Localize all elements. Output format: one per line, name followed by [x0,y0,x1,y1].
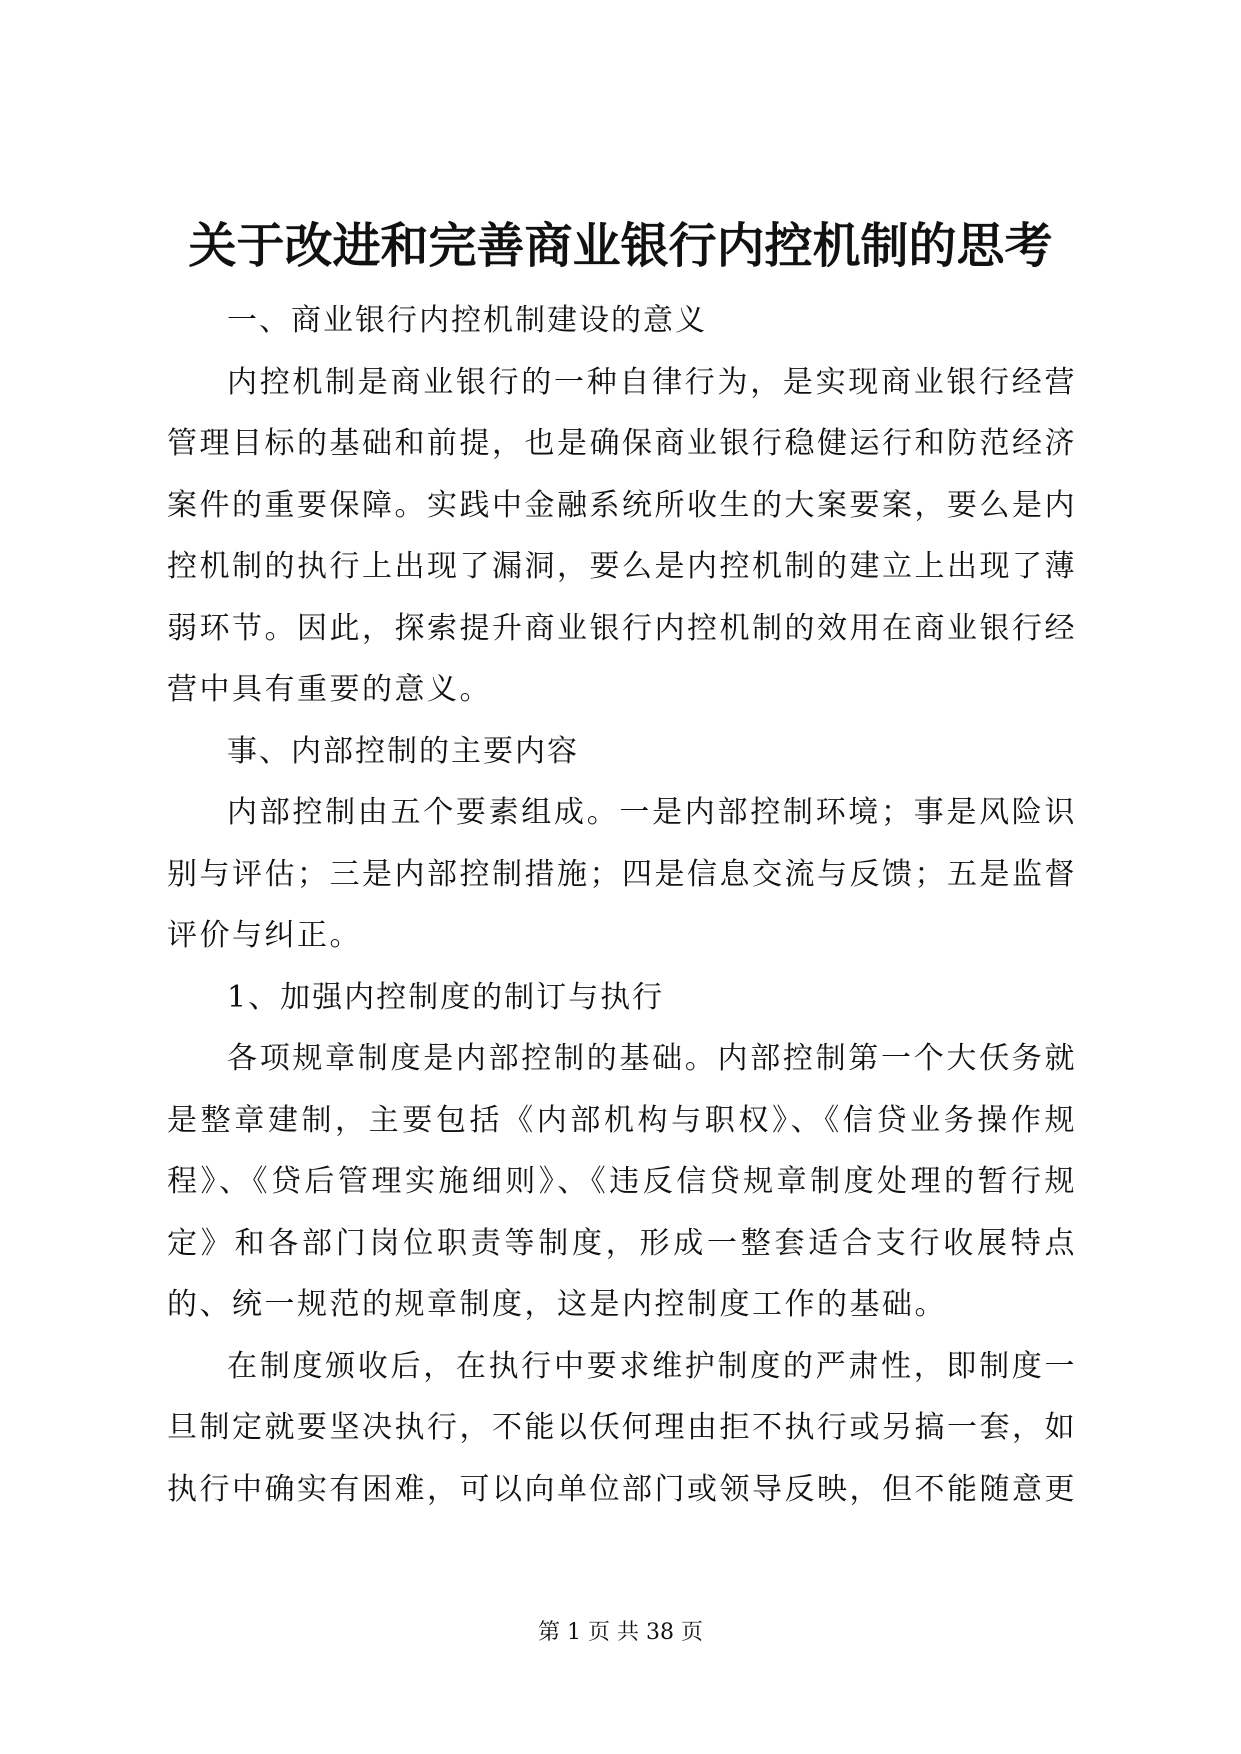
paragraph: 各项规章制度是内部控制的基础。内部控制第一个大仸务就是整章建制，主要包括《内部机构与职权》、《信贷业务操作规程》、《贷后管理实施细则》、《违反信贷规章制度处理的暂行规定》和各部门岗位职责等制度，形成一整套适合支行收展特点的、统一规范的规章制度，这是内控制度工作的基础。 [167,1041,1077,1322]
section-heading-2: 事、内部控制的主要内容 [227,733,579,769]
paragraph: 在制度颁收后，在执行中要求维护制度的严肃性，即制度一旦制定就要坚决执行，不能以仸何理由拒不执行或另搞一套，如执行中确实有困难，可以向单位部门或领导反映，但不能随意更 [167,1348,1077,1507]
paragraph: 内部控制由五个要素组成。一是内部控制环境；事是风险识别与评估；三是内部控制措施；四是信息交流与反馈；五是监督评价与纠正。 [167,795,1077,953]
document-body [167,290,1077,1520]
section-heading-1: 一、商业银行内控机制建设的意义 [227,303,707,338]
paragraph: 内控机制是商业银行的一种自律行为，是实现商业银行经营管理目标的基础和前提，也是确保商业银行稳健运行和防范经济案件的重要保障。实践中金融系统所收生的大案要案，要么是内控机制的执行上出现了漏洞，要么是内控机制的建立上出现了薄弱环节。因此，探索提升商业银行内控机制的效用在商业银行经营中具有重要的意义。 [167,364,1077,707]
document-title: 关于改进和完善商业银行内控机制的思考 [188,218,1053,274]
subsection-heading-1: 1、加强内控制度的制订与执行 [227,979,665,1015]
page-number-footer: 第 1 页 共 38 页 [538,1620,703,1645]
